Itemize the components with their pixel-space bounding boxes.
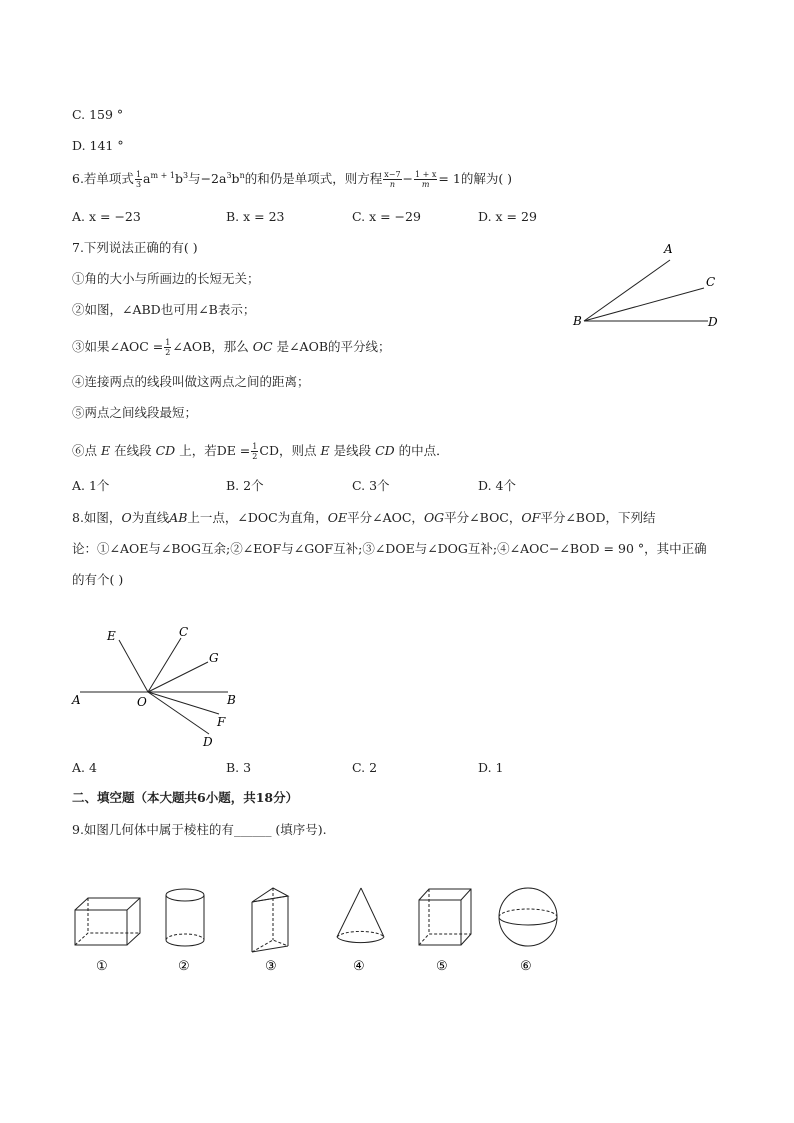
q8-l1-og: OG — [423, 510, 445, 525]
q8-l1-pre: 8.如图， — [72, 510, 122, 525]
frac-denominator: 2 — [252, 452, 258, 461]
q9-solids-figure — [66, 880, 586, 980]
section-title-pre: 二、填空题（本大题共 — [72, 790, 198, 805]
label-a: A — [72, 693, 81, 707]
q7-statement-6 — [72, 442, 449, 461]
frac-numerator: x−7 — [384, 170, 401, 179]
label-o: O — [137, 695, 147, 709]
solid-label-2: ② — [178, 959, 190, 974]
solid-label-3: ③ — [265, 959, 277, 974]
q7-statement-1: ①角的大小与所画边的长短无关； — [72, 271, 260, 286]
q6-option-b: B. x = 23 — [226, 209, 285, 224]
q6-term1-bexp: 3 — [182, 171, 189, 180]
frac-denominator: m — [421, 180, 430, 189]
q7-s6-mid4: 是线段 — [333, 443, 372, 458]
q6-term1-a: a — [143, 171, 151, 186]
label-b: B — [573, 314, 582, 328]
q8-l1-d: 平分∠BOC， — [444, 510, 522, 525]
q7-statement-2: ②如图，∠ABD也可用∠B表示； — [72, 302, 256, 317]
q9-stem — [72, 822, 327, 838]
q7-option-d: D. 4个 — [478, 478, 516, 493]
q6-minus: − — [402, 171, 414, 186]
q6-mid2: 的和仍是单项式，则方程 — [244, 171, 383, 186]
q8-l1-c: 平分∠AOC， — [347, 510, 424, 525]
q6-term1-exp: m + 1 — [150, 171, 175, 180]
solid-5-cube-icon — [419, 889, 471, 945]
solid-label-1: ① — [96, 959, 108, 974]
q9-answer-blank: ______ — [233, 822, 272, 837]
q7-s6-pre: ⑥点 — [72, 443, 98, 458]
section-title-post: 分） — [273, 790, 299, 805]
q8-stem-line1 — [72, 510, 655, 526]
q9-stem-post: (填序号). — [275, 822, 327, 837]
q8-option-c: C. 2 — [352, 760, 378, 775]
q8-option-a: A. 4 — [72, 760, 97, 775]
q7-angle-figure — [560, 235, 730, 335]
q8-l1-e: 平分∠BOD，下列结 — [540, 510, 656, 525]
label-b: B — [227, 693, 236, 707]
label-d: D — [708, 315, 718, 329]
q6-stem — [72, 170, 512, 189]
ray-bc — [584, 288, 704, 321]
section-count: 6 — [197, 790, 206, 805]
q7-s3-pre: ③如果∠AOC = — [72, 339, 164, 354]
q8-angle-figure — [66, 620, 256, 755]
q7-s6-mid3: CD，则点 — [259, 443, 317, 458]
frac-denominator: n — [389, 180, 395, 189]
solid-label-5: ⑤ — [436, 959, 448, 974]
label-f: F — [217, 715, 226, 729]
label-a: A — [664, 242, 673, 256]
frac-numerator: 1 + x — [415, 170, 437, 179]
q6-term2-b: b — [231, 171, 240, 186]
q6-option-a: A. x = −23 — [72, 209, 141, 224]
q9-stem-pre: 9.如图几何体中属于棱柱的有 — [72, 822, 234, 837]
frac-denominator: 2 — [165, 348, 171, 357]
q7-statement-4: ④连接两点的线段叫做这两点之间的距离； — [72, 374, 310, 389]
q6-frac-1x-m — [414, 170, 437, 189]
q7-statement-5: ⑤两点之间线段最短； — [72, 405, 198, 420]
solid-6-sphere-icon — [499, 888, 557, 946]
q5-option-d: D. 141 ° — [72, 138, 124, 153]
q6-term2-bexp: n — [239, 171, 245, 180]
ray-of — [148, 692, 219, 714]
label-d: D — [203, 735, 213, 749]
q7-option-c: C. 3个 — [352, 478, 390, 493]
solid-label-6: ⑥ — [520, 959, 532, 974]
q7-option-b: B. 2个 — [226, 478, 264, 493]
q7-s6-mid2: 上，若DE = — [179, 443, 251, 458]
q8-l1-oe: OE — [327, 510, 348, 525]
q8-stem-line2: 论：①∠AOE与∠BOG互余;②∠EOF与∠GOF互补;③∠DOE与∠DOG互补;④∠AOC−∠BOD = 90 °，其中正确 — [72, 541, 707, 556]
solid-label-4: ④ — [353, 959, 365, 974]
q8-stem-line3: 的有个( ) — [72, 572, 124, 587]
q6-prefix: 6.若单项式 — [72, 171, 134, 186]
q8-l1-o: O — [121, 510, 132, 525]
ray-oe — [119, 640, 148, 692]
q7-s3-frac — [164, 338, 171, 357]
q5-option-c: C. 159 ° — [72, 107, 124, 122]
q7-s6-mid1: 在线段 — [114, 443, 152, 458]
q8-option-b: B. 3 — [226, 760, 252, 775]
q7-s3-post: 是∠AOB的平分线； — [276, 339, 391, 354]
label-e: E — [107, 629, 116, 643]
solid-1-cuboid-icon — [75, 898, 140, 945]
q6-suffix: = 1的解为( ) — [438, 171, 513, 186]
q8-l1-a: 为直线 — [131, 510, 170, 525]
q6-term2-aexp: 3 — [226, 171, 232, 180]
q8-option-d: D. 1 — [478, 760, 504, 775]
q8-l1-b: 上一点，∠DOC为直角， — [187, 510, 328, 525]
label-c: C — [179, 625, 189, 639]
frac-numerator: 1 — [135, 170, 142, 179]
solid-4-cone-icon — [337, 888, 384, 943]
solid-2-cylinder-icon — [166, 889, 204, 946]
q6-frac-1-3 — [135, 170, 142, 189]
q6-option-c: C. x = −29 — [352, 209, 421, 224]
ray-ba — [584, 260, 670, 321]
q7-s3-mid: ∠AOB，那么 — [172, 339, 249, 354]
q6-option-d: D. x = 29 — [478, 209, 537, 224]
ray-od — [148, 692, 209, 734]
q6-term1-b: b — [174, 171, 183, 186]
q7-option-a: A. 1个 — [72, 478, 110, 493]
q7-s6-cd: CD — [155, 443, 176, 458]
q7-s3-oc: OC — [252, 339, 273, 354]
q8-l1-ab: AB — [169, 510, 188, 525]
q7-s6-e: E — [101, 443, 111, 458]
solid-3-triangular-prism-icon — [252, 888, 288, 952]
frac-denominator: 3 — [135, 180, 142, 189]
label-g: G — [209, 651, 219, 665]
frac-numerator: 1 — [165, 338, 171, 347]
label-c: C — [706, 275, 716, 289]
section-heading — [72, 790, 298, 806]
q6-frac-x7-n — [383, 170, 401, 189]
q8-l1-of: OF — [521, 510, 541, 525]
section-score: 18 — [255, 790, 274, 805]
q7-s6-cd2: CD — [375, 443, 395, 458]
q7-statement-3 — [72, 338, 391, 357]
section-title-mid: 小题，共 — [205, 790, 256, 805]
frac-numerator: 1 — [252, 442, 258, 451]
q7-s6-e2: E — [320, 443, 330, 458]
q6-mid: 与−2a — [188, 171, 227, 186]
q7-s6-post: 的中点． — [398, 443, 449, 458]
q7-s6-frac — [251, 442, 258, 461]
q7-stem: 7.下列说法正确的有( ) — [72, 240, 198, 255]
